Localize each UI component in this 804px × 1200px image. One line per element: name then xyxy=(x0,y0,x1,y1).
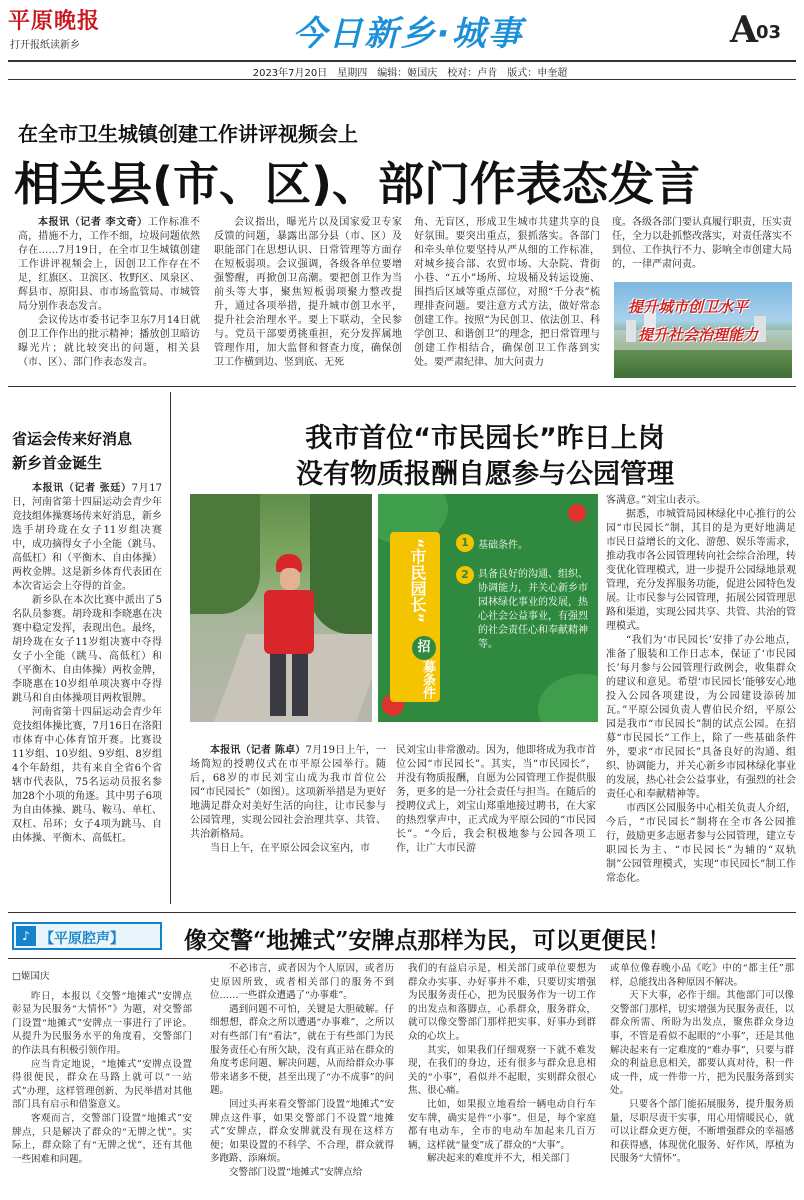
article3-headline-line2: 没有物质报酬自愿参与公园管理 xyxy=(296,459,674,490)
commentary-author: □姬国庆 xyxy=(12,971,50,982)
poster-vertical-sub: 募条件 xyxy=(420,660,435,699)
article2-byline: 本报讯（记者 张廷） xyxy=(32,483,132,494)
commentary-headline: 像交警“地摊式”安牌点那样为民，可以更便民！ xyxy=(184,927,671,954)
dateline-rule xyxy=(8,79,796,80)
article3-headline-line1: 我市首位“市民园长”昨日上岗 xyxy=(305,423,665,454)
poster-item2-text: 具备良好的沟通、组织、协调能力，并关心新乡市园林绿化事业的发展，热心社会公益事业，有强烈的社会责任心和奉献精神等。 xyxy=(478,569,588,650)
poster-item1-text: 基础条件。 xyxy=(478,540,528,551)
poster-item2-num: 2 xyxy=(456,566,474,584)
article1-col4: 度。各级各部门要认真履行职责，压实责任，全力以赴抓整改落实，对责任落实不到位、工作执行不力、影响全市创建大局的，一律严肃问责。 xyxy=(612,217,792,270)
column-top-rule xyxy=(8,912,796,913)
banner-line1: 提升城市创卫水平 xyxy=(628,298,749,316)
commentary-col1: □姬国庆 昨日，本报以《交警“地摊式”安牌点彰显为民服务“大情怀”》为题，对交警部门设置“地摊式”安牌点一事进行了评论。从提升为民服务水平的角度看，交警部门的作法具有积极引领作用。 应当肯定地说，“地摊式”安牌点设置得很便民，群众在马路上就可以“一站式”办理，这样管理创新、为民举措对其他部门具有启示和借鉴意义。 客观而言，交警部门设置“地摊式”安牌点，只是解决了群众的“无牌之忧”。实际上，群众除了有“无牌之忧”，还有其他一些困难和问题。 xyxy=(12,971,192,1165)
commentary-col2: 不必讳言，或者因为个人原因，或者历史原因所致，或者相关部门的服务不到位……一些群众遭遇了“办事难”。 遇到问题不可怕，关键是大胆破解。仔细想想，群众之所以遭遇“办事难”，之所以对有些部门有“看法”，就在于有些部门为民服务责任心有所欠缺，没有真正站在群众的角度考虑问题、解决问题，从而给群众办事带来诸多不便，甚至出现了“办不成事”的问题。 回过头再来看交警部门设置“地摊式”安牌点这件事，如果交警部门不设置“地摊式”安牌点，群众安牌就没有现在这样方便；如果设置的不科学、不合理，群众就得多跑路、添麻烦。 交警部门设置“地摊式”安牌点给 xyxy=(210,963,394,1178)
banner-line2: 提升社会治理能力 xyxy=(638,326,759,344)
commentary-col4: 或单位像春晚小品《吃》中的“都主任”那样，总能找出各种原因不解决。 天下大事，必作于细。其他部门可以像交警部门那样，切实增强为民服务责任，以群众所需、所盼为出发点，聚焦群众身边事，不管是看似不起眼的“小事”，还是其他解决起来有一定难度的“难办事”，只要与群众的利益息息相关，都要认真对待，积一件成一件，成一件带一片，把为民服务落到实处。 只要各个部门能拓展服务，提升服务质量，尽职尽责干实事，用心用情暖民心，就可以让群众更方便，不断增强群众的幸福感和获得感，体现优化服务、好作风，厚植为民服务“大情怀”。 xyxy=(610,963,794,1165)
poster-item1-num: 1 xyxy=(456,534,474,552)
article1-kicker: 在全市卫生城镇创建工作讲评视频会上 xyxy=(18,122,358,146)
date-line: 2023年7月20日 星期四 编辑：姬国庆 校对：卢肯 版式：申奎超 xyxy=(252,68,568,79)
poster-badge: 招 xyxy=(412,636,436,660)
article3-col1: 本报讯（记者 陈卓）7月19日上午，一场简短的授聘仪式在市平原公园举行。随后，68岁的市民刘宝山成为我市首位公园“市民园长”（如图）。这项新举措是为更好地满足群众对美好生活的向往，让市民参与公园管理，实现公园社会治理共享、共管、共治新格局。 当日上午，在平原公园会议室内，市 xyxy=(190,745,386,854)
page-letter: A xyxy=(730,9,758,51)
commentary-col3: 我们的有益启示是，相关部门或单位要想为群众办实事、办好事并不难，只要切实增强为民服务责任心，把为民服务作为一切工作的出发点和落脚点，心系群众，服务群众，就可以像交警部门那样把实事、好事办到群众的心坎上。 其实，如果我们仔细观察一下就不难发现，在我们的身边，还有很多与群众息息相关的“小事”，看似并不起眼，实则群众很心焦、很心痛。 比如，如果报立地看给一辆电动自行车安车牌，确实是件“小事”。但是，每个家庭都有电动车，全市的电动车加起来几百万辆，这样就“量变”成了群众的“大事”。 解决起来的难度并不大，相关部门 xyxy=(408,963,596,1165)
vertical-divider xyxy=(170,392,171,904)
section-divider-1 xyxy=(8,386,796,387)
commentary-tag: 【平原腔声】 xyxy=(40,931,124,947)
article3-col2: 民刘宝山非常激动。因为，他即将成为我市首位公园“市民园长”。其实，当“市民园长”，并没有物质报酬，自愿为公园管理工作提供服务，更多的是一分社会责任与担当。在随后的授聘仪式上，刘宝山郑重地接过聘书，在大家的热烈掌声中，正式成为平原公园的“市民园长”。“今后，我会积极地参与公园各项工作，让广大市民游 xyxy=(396,745,596,854)
paper-logo: 平原晚报 xyxy=(8,8,101,34)
article3-byline: 本报讯（记者 陈卓） xyxy=(210,745,306,756)
article1-col2: 会议指出，曝光片以及国家爱卫专家反馈的问题，暴露出部分县（市、区）及职能部门在思想认识、日常管理等方面存在短板弱项。会议强调，各级各单位要增强警醒，再掀创卫高潮。要把创卫作为当前头等大事，聚焦短板弱项聚力整改提升，通过各项举措，提升城市创卫水平，提升社会治理水平。要上下联动，全民参与。党员干部要勇挑重担，充分发挥属地管理作用，加大监督和督查力度，确保创卫工作横到边、竖到底、无死 xyxy=(214,217,402,368)
article2-headline-line1: 省运会传来好消息 xyxy=(12,430,133,448)
article3-col3: 客满意。”刘宝山表示。 据悉，市城管局园林绿化中心推行的公园“市民园长”制，其目的是为更好地满足市民日益增长的文化、游憩、娱乐等需求，推动我市各公园管理转向社会综合治理，转变优化管理模式，进一步提升公园绿地景观管理，充分发挥服务功能，促进公园特色发展。让市民参与公园管理，拓展公园管理思路和渠道，实现公园共享、共管、共治的管理模式。 “我们为‘市民园长’安排了办公地点，准备了服装和工作日志本，保证了‘市民园长’每月参与公园管理行政例会，收集群众的建议和意见。希望‘市民园长’能够安心地投入公园各项建设，为公园建设添砖加瓦。”平原公园负责人曹伯民介绍，平原公园是我市“市民园长”制的试点公园。在招募“市民园长”工作上，除了一些基础条件外，要求“市民园长”具备良好的沟通、组织、协调能力，并关心新乡市园林绿化事业的发展，热心社会公益事业，有强烈的社会责任心和奉献精神等。 市西区公园服务中心相关负责人介绍，今后，“市民园长”制将在全市各公园推行，鼓励更多志愿者参与公园管理，建立专职园长为主、“市民园长”为辅的“双轨制”公园管理模式，实现“市民园长”制工作常态化。 xyxy=(606,495,796,884)
commentary-tag-icon: ♪ xyxy=(16,926,36,946)
paper-slogan: 打开报纸读新乡 xyxy=(10,40,80,51)
article1-headline: 相关县(市、区)、部门作表态发言 xyxy=(14,157,701,211)
creation-banner-image xyxy=(614,282,792,378)
commentary-head-rule xyxy=(8,958,796,959)
article1-byline: 本报讯（记者 李文奇） xyxy=(38,217,148,228)
article1-col3: 角、无盲区，形成卫生城市共建共享的良好氛围。要突出重点，狠抓落实。各部门和牵头单位要坚持从严从细的工作标准，对城乡接合部、农贸市场、大杂院、背街小巷、“五小”场所、垃圾桶及转运设施、围挡后区域等重点部位，对照“千分表”梳理排查问题。要注意方式方法，做好常态创建工作。按照“为民创卫、依法创卫、科学创卫、和谐创卫”的理念，把日常管理与创建工作相结合，确保创卫工作落到实处。要严肃纪律、加大问责力 xyxy=(414,217,600,368)
article2-body: 本报讯（记者 张廷）7月17日，河南省第十四届运动会青少年竞技组体操赛场传来好消息，新乡选手胡玲珑在女子11岁组决赛中，成功摘得女子小全能（跳马、高低杠）和（平衡木、自由体操）两枚金牌。这是新乡体育代表团在本次省运会上夺得的首金。 新乡队在本次比赛中派出了5名队员参赛。胡玲珑和李晓惠在决赛中稳定发挥，表现出色。最终，胡玲珑在女子11岁组决赛中夺得女子小全能（跳马、高低杠）和（平衡木、自由体操）两枚金牌，李晓惠在10岁组单项决赛中夺得跳马和自由体操项目两枚银牌。 河南省第十四届运动会青少年竞技组体操比赛，7月16日在洛阳市体育中心体育馆开赛。比赛设11岁组、10岁组、9岁组、8岁组4个年龄组，共有来自全省6个省辖市代表队，75名运动员报名参加28个小项的角逐。其中男子6项为自由体操、跳马、鞍马、单杠、双杠、吊环；女子4项为跳马、自由体操、平衡木、高低杠。 xyxy=(12,483,162,844)
article1-col1: 本报讯（记者 李文奇）工作标准不高，措施不力，工作不细，垃圾问题依然存在……7月19日，在全市卫生城镇创建工作讲评视频会上，因创卫工作存在不足，红旗区、卫滨区、牧野区、凤泉区、辉县市、原阳县、市市场监管局、市城管局分别作表态发言。 会议传达市委书记李卫东7月14日就创卫工作作出的批示精神；播放创卫暗访曝光片；就比较突出的问题，相关县（市、区）、部门作表态发言。 xyxy=(18,217,200,368)
section-title: 今日新乡·城事 xyxy=(292,14,524,54)
poster-vertical-title: “市民园长” xyxy=(408,538,427,624)
masthead-rule xyxy=(8,60,796,62)
recruitment-poster xyxy=(378,494,598,722)
park-director-photo xyxy=(190,494,372,722)
article2-headline-line2: 新乡首金诞生 xyxy=(12,454,103,472)
page-number: 03 xyxy=(756,22,782,43)
